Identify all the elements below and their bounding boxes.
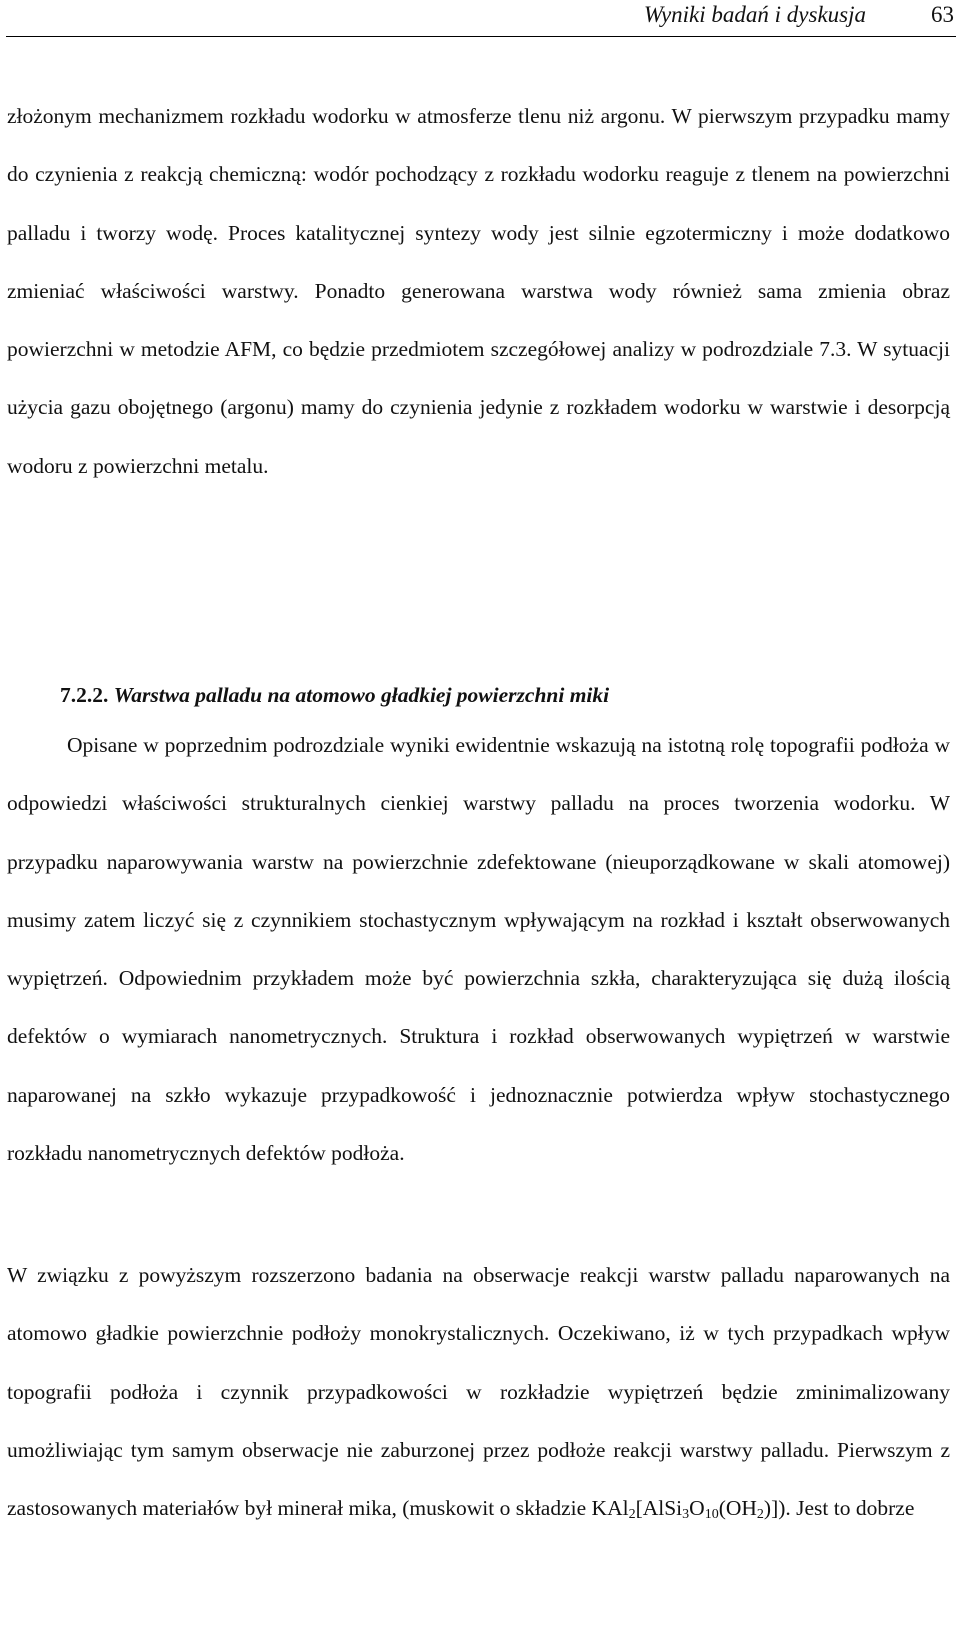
paragraph-2: Opisane w poprzednim podrozdziale wyniki ewidentnie wskazują na istotną rolę topografii podłoża w odpowiedzi właściwości strukturalnych cienkiej warstwy palladu na proces tworzenia wodorku. W przypadku naparowywania warstw na powierzchnie zdefektowane (nieuporządkowane w skali atomowej) musimy zatem liczyć się z czynnikiem stochastycznym wpływającym na rozkład i kształt obserwowanych wypiętrzeń. Odpowiednim przykładem może być powierzchnia szkła, charakteryzująca się dużą ilością defektów o wymiarach nanometrycznych. Struktura i rozkład obserwowanych wypiętrzeń w warstwie naparowanej na szkło wykazuje przypadkowość i jednoznacznie potwierdza wpływ stochastycznego rozkładu nanometrycznych defektów podłoża. [7,733,950,1166]
paragraph-1: złożonym mechanizmem rozkładu wodorku w atmosferze tlenu niż argonu. W pierwszym przypadku mamy do czynienia z reakcją chemiczną: wodór pochodzący z rozkładu wodorku reaguje z tlenem na powierzchni palladu i tworzy wodę. Proces katalitycznej syntezy wody jest silnie egzotermiczny i może dodatkowo zmieniać właściwości warstwy. Ponadto generowana warstwa wody również sama zmienia obraz powierzchni w metodzie AFM, co będzie przedmiotem szczegółowej analizy w podrozdziale 7.3. W sytuacji użycia gazu obojętnego (argonu) mamy do czynienia jedynie z rozkładem wodorku w warstwie i desorpcją wodoru z powierzchni metalu. [7,104,950,478]
trailing-text: Jest to dobrze [790,1496,915,1521]
header-title: Wyniki badań i dyskusja [643,2,866,27]
section-title: Warstwa palladu na atomowo gładkiej powierzchni miki [113,683,610,707]
chemical-formula: $KAl_2[AlSi_3O_{10}(OH_2)]$). [591,1496,791,1523]
paragraph-3 [7,1246,950,1537]
section-heading [60,675,609,715]
page-number: 63 [931,2,954,27]
section-number: 7.2.2. [60,683,109,707]
running-header [6,0,956,37]
paragraph-3-text: W związku z powyższym rozszerzono badania na obserwacje reakcji warstw palladu naparowanych na atomowo gładkie powierzchnie podłoży monokrystalicznych. Oczekiwano, iż w tych przypadkach wpływ topografii podłoża i czynnik przypadkowości w rozkładzie wypiętrzeń będzie zminimalizowany umożliwiając tym samym obserwacje nie zaburzonej przez podłoże reakcji warstwy palladu. Pierwszym z zastosowanych materiałów był minerał mika, (muskowit o składzie [7,1263,950,1521]
